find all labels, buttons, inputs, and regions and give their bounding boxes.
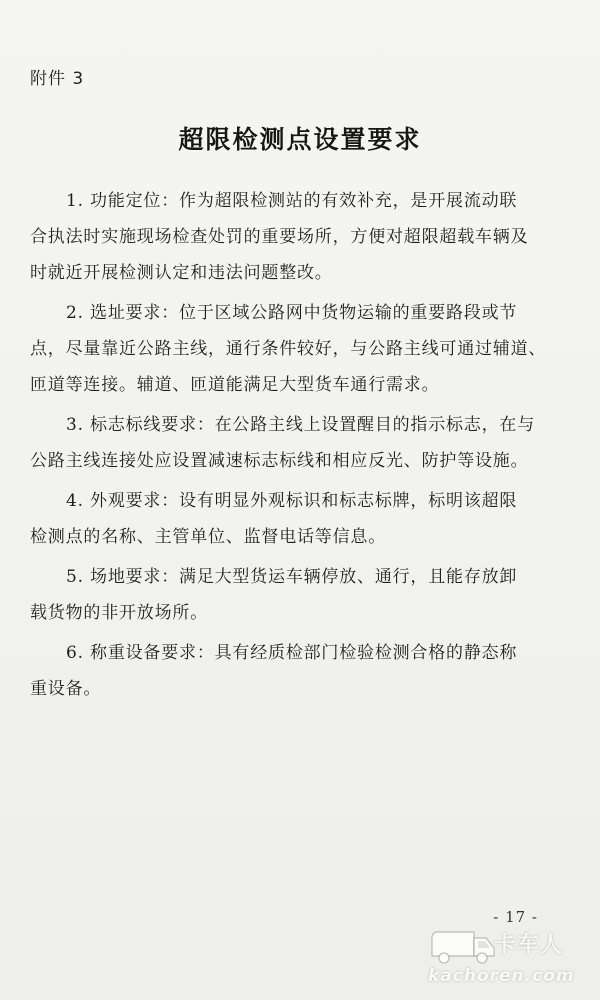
paragraph-line: 1. 功能定位：作为超限检测站的有效补充，是开展流动联 bbox=[66, 191, 518, 211]
watermark-brand-en: kachoren.com bbox=[428, 966, 575, 986]
paragraph-line: 公路主线连接处应设置减速标志标线和相应反光、防护等设施。 bbox=[30, 451, 529, 471]
paragraph-appearance bbox=[30, 483, 575, 555]
paragraph-line: 3. 标志标线要求：在公路主线上设置醒目的指示标志，在与 bbox=[66, 415, 536, 435]
paragraph-signage bbox=[30, 407, 575, 479]
page-number: - 17 - bbox=[493, 908, 538, 926]
paragraph-line: 匝道等连接。辅道、匝道能满足大型货车通行需求。 bbox=[30, 375, 440, 395]
document-body bbox=[30, 183, 575, 711]
paragraph-line: 点，尽量靠近公路主线，通行条件较好，与公路主线可通过辅道、 bbox=[30, 339, 547, 359]
paragraph-line: 5. 场地要求：满足大型货运车辆停放、通行，且能存放卸 bbox=[66, 567, 518, 587]
document-title: 超限检测点设置要求 bbox=[178, 125, 422, 154]
paragraph-line: 6. 称重设备要求：具有经质检部门检验检测合格的静态称 bbox=[66, 643, 518, 663]
watermark-brand-cn: 卡车人 bbox=[494, 933, 564, 958]
paragraph-line: 检测点的名称、主管单位、监督电话等信息。 bbox=[30, 527, 386, 547]
paragraph-site-requirements bbox=[30, 559, 575, 631]
paragraph-line: 2. 选址要求：位于区域公路网中货物运输的重要路段或节 bbox=[66, 303, 518, 323]
paragraph-line: 载货物的非开放场所。 bbox=[30, 603, 208, 623]
watermark bbox=[428, 922, 578, 992]
paragraph-line: 时就近开展检测认定和违法问题整改。 bbox=[30, 263, 333, 283]
paragraph-line: 4. 外观要求：设有明显外观标识和标志标牌，标明该超限 bbox=[66, 491, 518, 511]
paragraph-site-selection bbox=[30, 295, 575, 403]
truck-logo-icon bbox=[428, 926, 498, 966]
paragraph-weighing-equipment bbox=[30, 635, 575, 707]
attachment-label: 附件 3 bbox=[30, 69, 85, 89]
paragraph-line: 合执法时实施现场检查处罚的重要场所，方便对超限超载车辆及 bbox=[30, 227, 529, 247]
paragraph-function-positioning bbox=[30, 183, 575, 291]
paragraph-line: 重设备。 bbox=[30, 679, 102, 699]
